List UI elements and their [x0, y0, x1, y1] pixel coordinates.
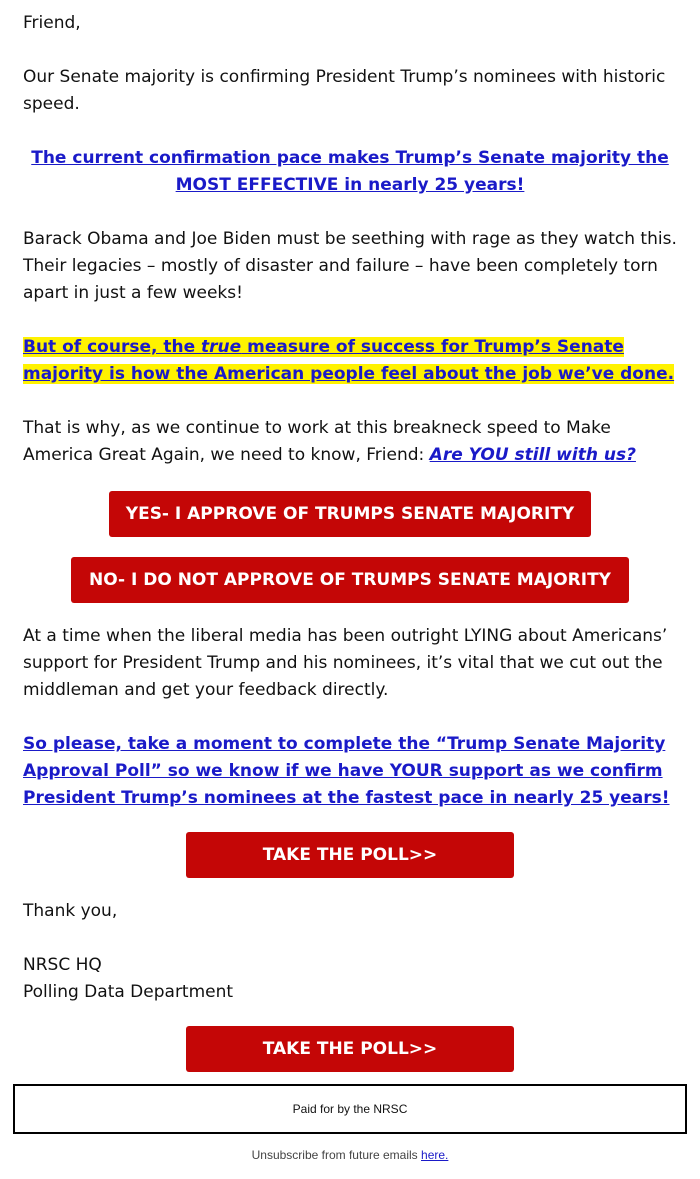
confirmation-pace-link[interactable]: The current confirmation pace makes Trump’s Senate majority the MOST EFFECTIVE in nearly 25 years!	[31, 148, 669, 195]
paragraph-liberal-media: At a time when the liberal media has been outright LYING about Americans’ support for President Trump and his nominees, it’s vital that we cut out the middleman and get your feedback directly.	[23, 626, 668, 700]
signature-line-1: NRSC HQ	[23, 955, 102, 975]
unsubscribe-link[interactable]: here.	[421, 1148, 449, 1162]
take-poll-button-bottom[interactable]: TAKE THE POLL>>	[186, 1026, 514, 1072]
thank-you: Thank you,	[23, 901, 118, 921]
measure-text-before: But of course, the	[23, 337, 202, 357]
paragraph-take-poll	[23, 731, 677, 812]
take-poll-button[interactable]: TAKE THE POLL>>	[186, 832, 514, 878]
paragraph-confirmation-pace	[23, 145, 677, 199]
paid-for-text: Paid for by the NRSC	[292, 1102, 408, 1116]
paragraph-legacies: Barack Obama and Joe Biden must be seething with rage as they watch this. Their legacies – mostly of disaster and failure – have been completely torn apart in just a few weeks!	[23, 229, 677, 303]
approval-poll-link[interactable]: So please, take a moment to complete the “Trump Senate Majority Approval Poll” so we know if we have YOUR support as we confirm President Trump’s nominees at the fastest pace in nearly 25 years!	[23, 734, 670, 808]
greeting: Friend,	[23, 13, 81, 33]
need-to-know-text: That is why, as we continue to work at this breakneck speed to Make America Great Again, we need to know, Friend:	[23, 418, 611, 465]
disapprove-button[interactable]: NO- I DO NOT APPROVE OF TRUMPS SENATE MAJORITY	[71, 557, 629, 603]
signature-line-2: Polling Data Department	[23, 982, 234, 1002]
paragraph-intro: Our Senate majority is confirming President Trump’s nominees with historic speed.	[23, 67, 666, 114]
measure-text-italic: true	[201, 337, 242, 357]
approve-button[interactable]: YES- I APPROVE OF TRUMPS SENATE MAJORITY	[109, 491, 591, 537]
paragraph-need-to-know	[23, 415, 677, 469]
paragraph-measure-of-success	[23, 334, 677, 388]
unsubscribe-line	[0, 1148, 700, 1162]
paid-for-disclaimer	[13, 1084, 687, 1134]
unsubscribe-text: Unsubscribe from future emails	[251, 1148, 422, 1162]
measure-of-success-link[interactable]	[23, 337, 674, 384]
still-with-us-link[interactable]: Are YOU still with us?	[429, 445, 636, 465]
measure-text-after: measure of success for Trump’s Senate majority is how the American people feel about the job we’ve done.	[23, 337, 675, 384]
